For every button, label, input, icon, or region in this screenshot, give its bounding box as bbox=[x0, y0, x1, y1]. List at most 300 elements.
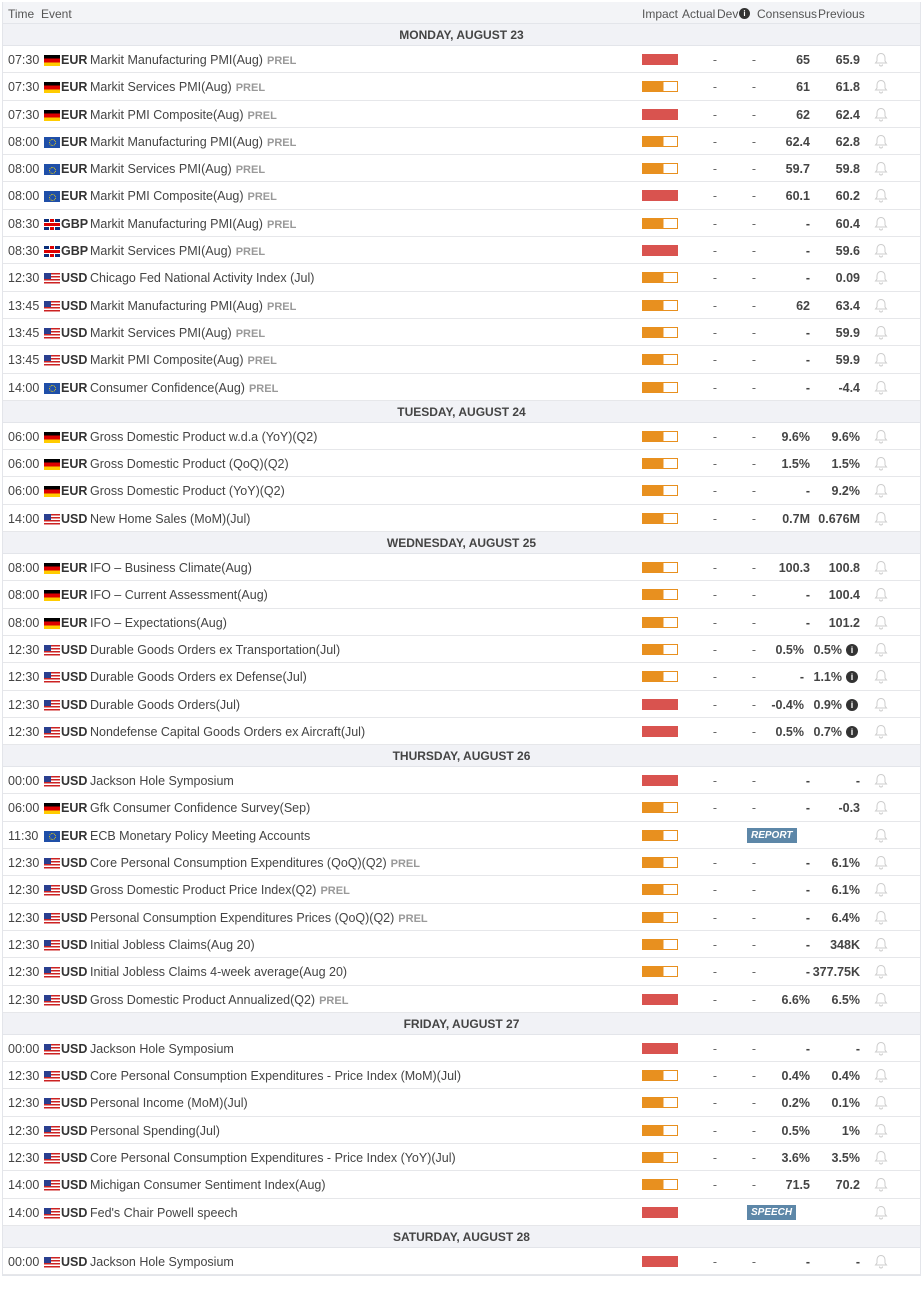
event-name[interactable] bbox=[90, 381, 278, 395]
event-time: 12:30 bbox=[8, 1096, 40, 1111]
event-time: 13:45 bbox=[8, 353, 40, 368]
event-row[interactable] bbox=[3, 477, 920, 504]
impact-medium-bar bbox=[642, 802, 678, 813]
dev-value: - bbox=[751, 298, 757, 313]
col-actual[interactable]: Actual bbox=[682, 7, 716, 21]
dev-value: - bbox=[751, 380, 757, 395]
consensus-value: - bbox=[805, 774, 810, 789]
currency: USD bbox=[61, 992, 88, 1007]
impact-medium-bar bbox=[642, 136, 678, 147]
event-time: 12:30 bbox=[8, 965, 40, 980]
event-time: 07:30 bbox=[8, 53, 40, 67]
consensus-value: - bbox=[805, 325, 810, 340]
event-title[interactable]: Markit PMI Composite(Aug) bbox=[90, 107, 244, 122]
consensus-value: 62 bbox=[796, 107, 810, 122]
prel-tag: PREL bbox=[247, 355, 277, 368]
bell-icon[interactable] bbox=[874, 161, 888, 176]
bell-icon[interactable] bbox=[874, 724, 888, 739]
event-row[interactable] bbox=[3, 155, 920, 182]
event-title[interactable]: Initial Jobless Claims 4-week average(Aug 20) bbox=[90, 965, 348, 980]
event-time: 11:30 bbox=[8, 828, 39, 843]
flag-us-icon bbox=[44, 967, 60, 978]
event-title[interactable]: Personal Spending(Jul) bbox=[90, 1123, 220, 1138]
dev-value: - bbox=[751, 1123, 757, 1138]
bell-icon[interactable] bbox=[874, 964, 888, 979]
event-name[interactable] bbox=[90, 80, 265, 94]
bell-icon[interactable] bbox=[874, 697, 888, 712]
event-row[interactable] bbox=[3, 1144, 920, 1171]
event-title[interactable]: Markit Services PMI(Aug) bbox=[90, 244, 232, 259]
currency: EUR bbox=[61, 80, 88, 95]
actual-value: - bbox=[712, 1123, 718, 1138]
consensus-value: - bbox=[805, 353, 810, 368]
bell-icon[interactable] bbox=[874, 615, 888, 630]
impact-medium-bar bbox=[642, 485, 678, 496]
event-name[interactable] bbox=[90, 698, 240, 712]
event-title[interactable]: Gross Domestic Product (QoQ)(Q2) bbox=[90, 457, 289, 472]
currency: USD bbox=[61, 774, 88, 789]
flag-us-icon bbox=[44, 858, 60, 869]
bell-icon[interactable] bbox=[874, 855, 888, 870]
bell-icon[interactable] bbox=[874, 800, 888, 815]
event-name[interactable] bbox=[90, 108, 277, 122]
bell-icon[interactable] bbox=[874, 483, 888, 498]
bell-icon[interactable] bbox=[874, 1177, 888, 1192]
event-name[interactable] bbox=[90, 1151, 456, 1165]
event-time: 06:00 bbox=[8, 429, 40, 444]
event-name[interactable] bbox=[90, 512, 250, 526]
event-row[interactable] bbox=[3, 609, 920, 636]
event-title[interactable]: Michigan Consumer Sentiment Index(Aug) bbox=[90, 1178, 326, 1193]
col-consensus[interactable]: Consensus bbox=[757, 7, 818, 21]
event-row[interactable] bbox=[3, 73, 920, 100]
impact-medium-bar bbox=[642, 884, 678, 895]
impact-medium-bar bbox=[642, 81, 678, 92]
event-row[interactable] bbox=[3, 1089, 920, 1116]
event-row[interactable] bbox=[3, 128, 920, 155]
previous-value: 70.2 bbox=[835, 1178, 860, 1193]
event-title[interactable]: Markit Manufacturing PMI(Aug) bbox=[90, 53, 263, 67]
bell-icon[interactable] bbox=[874, 1254, 888, 1269]
bell-icon[interactable] bbox=[874, 1041, 888, 1056]
event-row[interactable] bbox=[3, 1062, 920, 1089]
event-row[interactable] bbox=[3, 986, 920, 1013]
speech-badge[interactable]: SPEECH bbox=[747, 1205, 796, 1220]
day-header: THURSDAY, AUGUST 26 bbox=[3, 745, 920, 767]
event-name[interactable] bbox=[90, 616, 227, 630]
event-name[interactable] bbox=[90, 588, 268, 602]
dev-value: - bbox=[751, 80, 757, 95]
flag-us-icon bbox=[44, 1180, 60, 1191]
flag-us-icon bbox=[44, 355, 60, 366]
event-title[interactable]: Durable Goods Orders(Jul) bbox=[90, 697, 241, 712]
dev-value: - bbox=[751, 856, 757, 871]
event-row[interactable] bbox=[3, 822, 920, 849]
impact-medium-bar bbox=[642, 272, 678, 283]
bell-icon[interactable] bbox=[874, 1095, 888, 1110]
event-name[interactable] bbox=[90, 911, 428, 925]
bell-icon[interactable] bbox=[874, 910, 888, 925]
event-time: 12:30 bbox=[8, 697, 40, 712]
actual-value: - bbox=[712, 511, 718, 526]
event-title[interactable]: Jackson Hole Symposium bbox=[90, 1041, 234, 1056]
event-name[interactable] bbox=[90, 135, 296, 149]
event-title[interactable]: IFO – Business Climate(Aug) bbox=[90, 561, 252, 576]
flag-eu-icon bbox=[44, 137, 60, 148]
event-time: 12:30 bbox=[8, 271, 40, 286]
currency: EUR bbox=[61, 380, 88, 395]
event-title[interactable]: Core Personal Consumption Expenditures (QoQ)(Q2) bbox=[90, 856, 387, 871]
prel-tag: PREL bbox=[247, 191, 277, 204]
event-title[interactable]: Consumer Confidence(Aug) bbox=[90, 380, 245, 395]
bell-icon[interactable] bbox=[874, 1205, 888, 1220]
flag-eu-icon bbox=[44, 831, 60, 842]
event-title[interactable]: Markit Services PMI(Aug) bbox=[90, 162, 232, 177]
previous-value: 100.4 bbox=[828, 588, 860, 603]
prel-tag: PREL bbox=[266, 136, 297, 149]
bell-icon[interactable] bbox=[874, 882, 888, 897]
event-row[interactable] bbox=[3, 958, 920, 985]
event-name[interactable] bbox=[90, 1206, 238, 1220]
currency: USD bbox=[61, 642, 88, 657]
event-name[interactable] bbox=[90, 1069, 461, 1083]
flag-us-icon bbox=[44, 885, 60, 896]
impact-medium-bar bbox=[642, 966, 678, 977]
bell-icon[interactable] bbox=[874, 511, 888, 526]
bell-icon[interactable] bbox=[874, 1150, 888, 1165]
event-name[interactable] bbox=[90, 484, 285, 498]
event-name[interactable] bbox=[90, 829, 310, 843]
event-title[interactable]: Gfk Consumer Confidence Survey(Sep) bbox=[90, 801, 311, 816]
dev-value: - bbox=[751, 244, 757, 259]
event-title[interactable]: Initial Jobless Claims(Aug 20) bbox=[90, 937, 255, 952]
currency: USD bbox=[61, 910, 88, 925]
bell-icon[interactable] bbox=[874, 642, 888, 657]
event-name[interactable] bbox=[90, 965, 347, 979]
event-name[interactable] bbox=[90, 801, 310, 815]
event-name[interactable] bbox=[90, 561, 252, 575]
bell-icon[interactable] bbox=[874, 773, 888, 788]
event-name[interactable] bbox=[90, 162, 265, 176]
impact-medium-bar bbox=[642, 1125, 678, 1136]
event-title[interactable]: ECB Monetary Policy Meeting Accounts bbox=[90, 828, 311, 843]
bell-icon[interactable] bbox=[874, 380, 888, 395]
info-icon[interactable]: i bbox=[846, 699, 858, 711]
event-title[interactable]: IFO – Expectations(Aug) bbox=[90, 615, 227, 630]
event-row[interactable] bbox=[3, 1171, 920, 1198]
event-title[interactable]: Markit Services PMI(Aug) bbox=[90, 80, 232, 95]
actual-value: - bbox=[712, 1069, 718, 1084]
bell-icon[interactable] bbox=[874, 1068, 888, 1083]
event-row[interactable] bbox=[3, 1199, 920, 1226]
consensus-value: 0.5% bbox=[775, 724, 804, 739]
previous-value: 59.9 bbox=[835, 353, 860, 368]
currency: EUR bbox=[61, 484, 88, 499]
event-name[interactable] bbox=[90, 856, 420, 870]
prel-tag: PREL bbox=[320, 885, 350, 898]
event-row[interactable] bbox=[3, 423, 920, 450]
event-time: 00:00 bbox=[8, 1041, 40, 1056]
impact-medium-bar bbox=[642, 589, 678, 600]
event-time: 14:00 bbox=[8, 380, 40, 395]
event-time: 08:00 bbox=[8, 134, 40, 149]
event-name[interactable] bbox=[90, 189, 277, 203]
bell-icon[interactable] bbox=[874, 270, 888, 285]
currency: USD bbox=[61, 1041, 88, 1056]
event-title[interactable]: Jackson Hole Symposium bbox=[90, 1254, 234, 1269]
flag-us-icon bbox=[44, 727, 60, 738]
event-row[interactable] bbox=[3, 636, 920, 663]
currency: EUR bbox=[61, 53, 88, 67]
event-title[interactable]: Gross Domestic Product Annualized(Q2) bbox=[90, 992, 316, 1007]
event-name[interactable] bbox=[90, 1178, 326, 1192]
bell-icon[interactable] bbox=[874, 188, 888, 203]
event-row[interactable] bbox=[3, 46, 920, 73]
event-name[interactable] bbox=[90, 244, 265, 258]
event-title[interactable]: Durable Goods Orders ex Transportation(Jul) bbox=[90, 642, 341, 657]
bell-icon[interactable] bbox=[874, 1123, 888, 1138]
actual-value: - bbox=[712, 429, 718, 444]
previous-value: 6.5% bbox=[831, 992, 860, 1007]
currency: EUR bbox=[61, 162, 88, 177]
currency: USD bbox=[61, 965, 88, 980]
bell-icon[interactable] bbox=[874, 587, 888, 602]
event-row[interactable] bbox=[3, 931, 920, 958]
event-row[interactable] bbox=[3, 691, 920, 718]
prel-tag: PREL bbox=[266, 300, 297, 313]
previous-value: -4.4 bbox=[838, 380, 860, 395]
event-name[interactable] bbox=[90, 774, 234, 788]
event-row[interactable] bbox=[3, 904, 920, 931]
event-title[interactable]: Core Personal Consumption Expenditures - Price Index (YoY)(Jul) bbox=[90, 1150, 456, 1165]
actual-value: - bbox=[712, 271, 718, 286]
event-title[interactable]: Markit PMI Composite(Aug) bbox=[90, 189, 244, 204]
col-previous[interactable]: Previous bbox=[818, 7, 865, 21]
event-name[interactable] bbox=[90, 1042, 234, 1056]
event-row[interactable] bbox=[3, 210, 920, 237]
previous-value: 9.6% bbox=[831, 429, 860, 444]
event-time: 12:30 bbox=[8, 856, 40, 871]
consensus-value: - bbox=[805, 244, 810, 259]
event-name[interactable] bbox=[90, 326, 265, 340]
event-time: 00:00 bbox=[8, 774, 40, 789]
previous-value: 9.2% bbox=[831, 484, 860, 499]
bell-icon[interactable] bbox=[874, 325, 888, 340]
event-row[interactable] bbox=[3, 505, 920, 532]
event-title[interactable]: Gross Domestic Product Price Index(Q2) bbox=[90, 883, 317, 898]
event-title[interactable]: Fed's Chair Powell speech bbox=[90, 1205, 238, 1220]
event-row[interactable] bbox=[3, 1035, 920, 1062]
event-time: 12:30 bbox=[8, 642, 40, 657]
bell-icon[interactable] bbox=[874, 560, 888, 575]
bell-icon[interactable] bbox=[874, 107, 888, 122]
event-title[interactable]: Markit Manufacturing PMI(Aug) bbox=[90, 298, 263, 313]
info-icon[interactable]: i bbox=[846, 671, 858, 683]
dev-value: - bbox=[751, 1069, 757, 1084]
event-title[interactable]: Nondefense Capital Goods Orders ex Aircraft(Jul) bbox=[90, 724, 366, 739]
event-row[interactable] bbox=[3, 794, 920, 821]
bell-icon[interactable] bbox=[874, 134, 888, 149]
event-name[interactable] bbox=[90, 217, 296, 231]
prel-tag: PREL bbox=[235, 327, 266, 340]
currency: USD bbox=[61, 1178, 88, 1193]
bell-icon[interactable] bbox=[874, 992, 888, 1007]
info-icon[interactable]: i bbox=[846, 726, 858, 738]
event-name[interactable] bbox=[90, 993, 348, 1007]
col-event[interactable]: Event bbox=[41, 7, 72, 21]
currency: USD bbox=[61, 724, 88, 739]
currency: USD bbox=[61, 298, 88, 313]
previous-value: 1.1% bbox=[813, 670, 842, 685]
event-row[interactable] bbox=[3, 554, 920, 581]
event-row[interactable] bbox=[3, 849, 920, 876]
event-name[interactable] bbox=[90, 725, 365, 739]
event-title[interactable]: IFO – Current Assessment(Aug) bbox=[90, 588, 268, 603]
bell-icon[interactable] bbox=[874, 243, 888, 258]
flag-us-icon bbox=[44, 273, 60, 284]
previous-value: 3.5% bbox=[831, 1150, 860, 1165]
event-title[interactable]: Markit PMI Composite(Aug) bbox=[90, 353, 244, 368]
prel-tag: PREL bbox=[266, 55, 297, 67]
event-name[interactable] bbox=[90, 457, 289, 471]
consensus-value: - bbox=[805, 216, 810, 231]
bell-icon[interactable] bbox=[874, 216, 888, 231]
actual-value: - bbox=[712, 353, 718, 368]
previous-value: 59.8 bbox=[835, 162, 860, 177]
bell-icon[interactable] bbox=[874, 52, 888, 67]
info-icon[interactable]: i bbox=[739, 8, 750, 19]
previous-value: 0.7% bbox=[813, 724, 842, 739]
event-row[interactable] bbox=[3, 182, 920, 209]
currency: USD bbox=[61, 1254, 88, 1269]
event-row[interactable] bbox=[3, 663, 920, 690]
actual-value: - bbox=[712, 801, 718, 816]
event-title[interactable]: Markit Services PMI(Aug) bbox=[90, 325, 232, 340]
impact-high-bar bbox=[642, 54, 678, 65]
event-title[interactable]: Chicago Fed National Activity Index (Jul) bbox=[90, 271, 315, 286]
event-row[interactable] bbox=[3, 581, 920, 608]
flag-de-icon bbox=[44, 82, 60, 93]
impact-high-bar bbox=[642, 1207, 678, 1218]
event-title[interactable]: Markit Manufacturing PMI(Aug) bbox=[90, 216, 263, 231]
dev-value: - bbox=[751, 910, 757, 925]
event-name[interactable] bbox=[90, 670, 307, 684]
impact-medium-bar bbox=[642, 458, 678, 469]
consensus-value: -0.4% bbox=[771, 697, 804, 712]
event-row[interactable] bbox=[3, 319, 920, 346]
flag-us-icon bbox=[44, 514, 60, 525]
event-row[interactable] bbox=[3, 237, 920, 264]
event-title[interactable]: Gross Domestic Product (YoY)(Q2) bbox=[90, 484, 285, 499]
event-row[interactable] bbox=[3, 450, 920, 477]
currency: USD bbox=[61, 883, 88, 898]
col-impact[interactable]: Impact bbox=[642, 7, 679, 21]
event-time: 13:45 bbox=[8, 298, 40, 313]
previous-value: 0.4% bbox=[831, 1069, 860, 1084]
event-title[interactable]: Gross Domestic Product w.d.a (YoY)(Q2) bbox=[90, 429, 318, 444]
flag-gb-icon bbox=[44, 246, 60, 257]
event-name[interactable] bbox=[90, 1096, 248, 1110]
impact-medium-bar bbox=[642, 163, 678, 174]
event-name[interactable] bbox=[90, 271, 314, 285]
report-badge[interactable]: REPORT bbox=[747, 828, 797, 843]
event-row[interactable] bbox=[3, 767, 920, 794]
consensus-value: 0.5% bbox=[775, 642, 804, 657]
event-name[interactable] bbox=[90, 1124, 220, 1138]
event-row[interactable] bbox=[3, 374, 920, 401]
event-row[interactable] bbox=[3, 264, 920, 291]
impact-medium-bar bbox=[642, 300, 678, 311]
info-icon[interactable]: i bbox=[846, 644, 858, 656]
actual-value: - bbox=[712, 1096, 718, 1111]
bell-icon[interactable] bbox=[874, 429, 888, 444]
bell-icon[interactable] bbox=[874, 937, 888, 952]
event-row[interactable] bbox=[3, 292, 920, 319]
actual-value: - bbox=[712, 216, 718, 231]
dev-value: - bbox=[751, 1178, 757, 1193]
event-title[interactable]: Jackson Hole Symposium bbox=[90, 774, 234, 789]
bell-icon[interactable] bbox=[874, 79, 888, 94]
event-title[interactable]: Personal Income (MoM)(Jul) bbox=[90, 1096, 248, 1111]
event-name[interactable] bbox=[90, 1255, 234, 1269]
event-row[interactable] bbox=[3, 718, 920, 745]
bell-icon[interactable] bbox=[874, 298, 888, 313]
event-time: 06:00 bbox=[8, 457, 40, 472]
col-dev[interactable]: Dev bbox=[717, 7, 739, 21]
event-time: 12:30 bbox=[8, 937, 40, 952]
impact-medium-bar bbox=[642, 939, 678, 950]
consensus-value: - bbox=[805, 380, 810, 395]
event-time: 12:30 bbox=[8, 992, 40, 1007]
bell-icon[interactable] bbox=[874, 828, 888, 843]
dev-value: - bbox=[751, 325, 757, 340]
bell-icon[interactable] bbox=[874, 669, 888, 684]
event-time: 14:00 bbox=[8, 1178, 40, 1193]
impact-medium-bar bbox=[642, 354, 678, 365]
bell-icon[interactable] bbox=[874, 352, 888, 367]
event-title[interactable]: Personal Consumption Expenditures Prices (QoQ)(Q2) bbox=[90, 910, 395, 925]
event-name[interactable] bbox=[90, 643, 340, 657]
previous-value: 59.6 bbox=[835, 244, 860, 259]
flag-us-icon bbox=[44, 940, 60, 951]
event-name[interactable] bbox=[90, 353, 277, 367]
bell-icon[interactable] bbox=[874, 456, 888, 471]
event-title[interactable]: Durable Goods Orders ex Defense(Jul) bbox=[90, 670, 307, 685]
actual-value: - bbox=[712, 325, 718, 340]
event-name[interactable] bbox=[90, 883, 350, 897]
event-name[interactable] bbox=[90, 938, 255, 952]
impact-medium-bar bbox=[642, 644, 678, 655]
currency: EUR bbox=[61, 457, 88, 472]
impact-medium-bar bbox=[642, 431, 678, 442]
event-title[interactable]: Core Personal Consumption Expenditures - Price Index (MoM)(Jul) bbox=[90, 1069, 461, 1084]
event-row[interactable] bbox=[3, 876, 920, 903]
event-name[interactable] bbox=[90, 53, 296, 67]
event-row[interactable] bbox=[3, 1248, 920, 1275]
event-row[interactable] bbox=[3, 1117, 920, 1144]
event-time: 12:30 bbox=[8, 910, 40, 925]
event-time: 12:30 bbox=[8, 1150, 40, 1165]
dev-value: - bbox=[751, 1254, 757, 1269]
event-row[interactable] bbox=[3, 346, 920, 373]
event-title[interactable]: Markit Manufacturing PMI(Aug) bbox=[90, 134, 263, 149]
col-time[interactable]: Time bbox=[8, 7, 35, 21]
event-name[interactable] bbox=[90, 299, 296, 313]
event-name[interactable] bbox=[90, 430, 317, 444]
event-row[interactable] bbox=[3, 101, 920, 128]
actual-value: - bbox=[712, 937, 718, 952]
event-title[interactable]: New Home Sales (MoM)(Jul) bbox=[90, 511, 251, 526]
